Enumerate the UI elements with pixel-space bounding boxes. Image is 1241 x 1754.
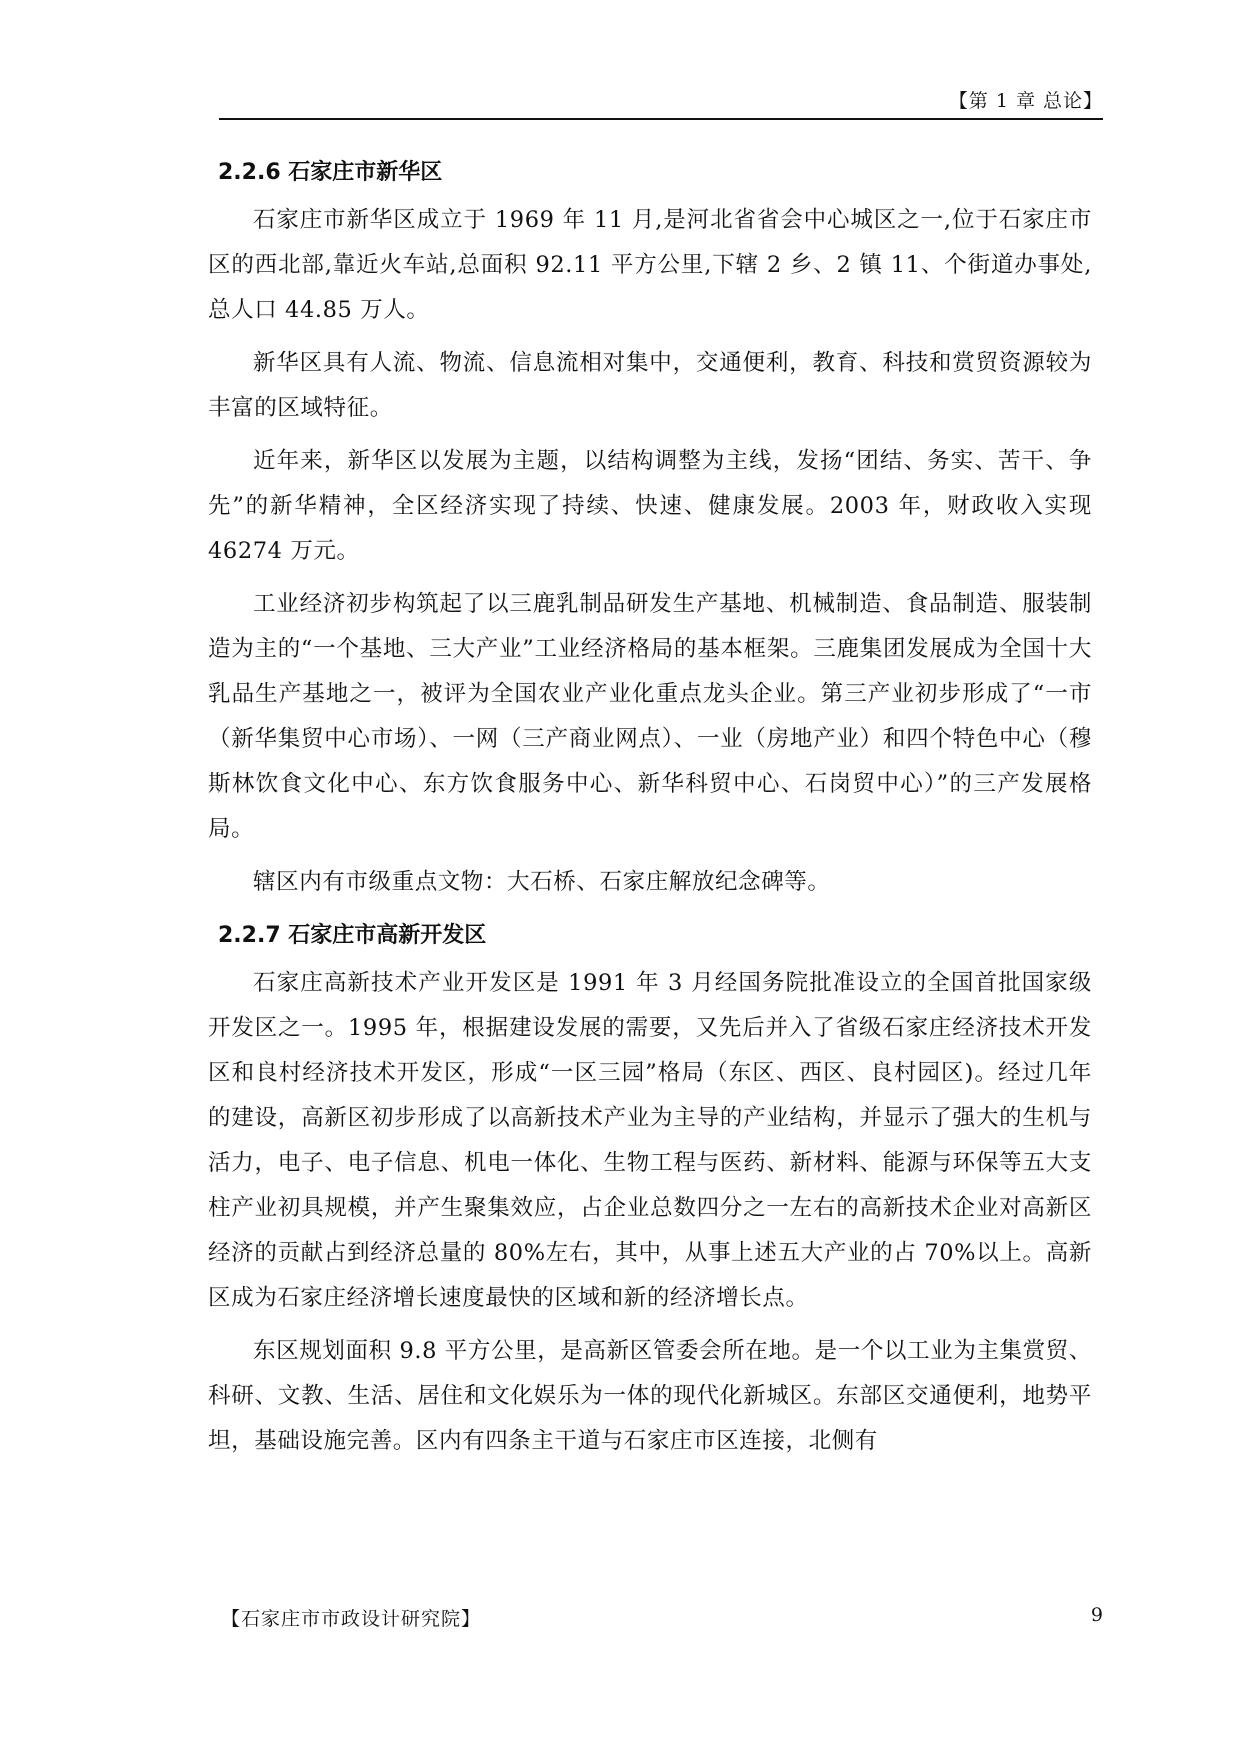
section-hightech-zone xyxy=(208,913,1092,1464)
paragraph: 东区规划面积 9.8 平方公里，是高新区管委会所在地。是一个以工业为主集赏贸、科研、文教、生活、居住和文化娱乐为一体的现代化新城区。东部区交通便利，地势平坦，基础设施完善。区内有四条主干道与石家庄市区连接，北侧有 xyxy=(208,1338,1092,1454)
paragraph: 近年来，新华区以发展为主题，以结构调整为主线，发扬“团结、务实、苦干、争先”的新华精神，全区经济实现了持续、快速、健康发展。2003 年，财政收入实现 46274 万元。 xyxy=(208,448,1092,564)
header-divider xyxy=(219,118,1103,120)
page-body xyxy=(208,150,1092,1472)
paragraph: 石家庄市新华区成立于 1969 年 11 月,是河北省省会中心城区之一,位于石家庄市区的西北部,靠近火车站,总面积 92.11 平方公里,下辖 2 乡、2 镇 11、个街道办事处,总人口 44.85 万人。 xyxy=(208,207,1092,323)
paragraph: 石家庄高新技术产业开发区是 1991 年 3 月经国务院批准设立的全国首批国家级开发区之一。1995 年，根据建设发展的需要，又先后并入了省级石家庄经济技术开发区和良村经济技术开发区，形成“一区三园”格局（东区、西区、良村园区)。经过几年的建设，高新区初步形成了以高新技术产业为主导的产业结构，并显示了强大的生机与活力，电子、电子信息、机电一体化、生物工程与医药、新材料、能源与环保等五大支柱产业初具规模，并产生聚集效应，占企业总数四分之一左右的高新技术企业对高新区经济的贡献占到经济总量的 80%左右，其中，从事上述五大产业的占 70%以上。高新区成为石家庄经济增长速度最快的区域和新的经济增长点。 xyxy=(208,970,1092,1311)
footer-institute: 【石家庄市市政设计研究院】 xyxy=(221,1608,482,1630)
page-number: 9 xyxy=(1090,1604,1103,1626)
section-heading: 2.2.6 石家庄市新华区 xyxy=(218,160,443,185)
paragraph: 辖区内有市级重点文物：大石桥、石家庄解放纪念碑等。 xyxy=(253,869,831,895)
paragraph: 新华区具有人流、物流、信息流相对集中，交通便利，教育、科技和赏贸资源较为丰富的区域特征。 xyxy=(208,350,1092,421)
section-heading: 2.2.7 石家庄市高新开发区 xyxy=(218,923,487,948)
paragraph: 工业经济初步构筑起了以三鹿乳制品研发生产基地、机械制造、食品制造、服装制造为主的“一个基地、三大产业”工业经济格局的基本框架。三鹿集团发展成为全国十大乳品生产基地之一，被评为全国农业产业化重点龙头企业。第三产业初步形成了“一市（新华集贸中心市场）、一网（三产商业网点）、一业（房地产业）和四个特色中心（穆斯林饮食文化中心、东方饮食服务中心、新华科贸中心、石岗贸中心）”的三产发展格局。 xyxy=(208,591,1092,842)
section-xinhua xyxy=(208,150,1092,905)
chapter-header: 【第 1 章 总论】 xyxy=(948,90,1103,112)
